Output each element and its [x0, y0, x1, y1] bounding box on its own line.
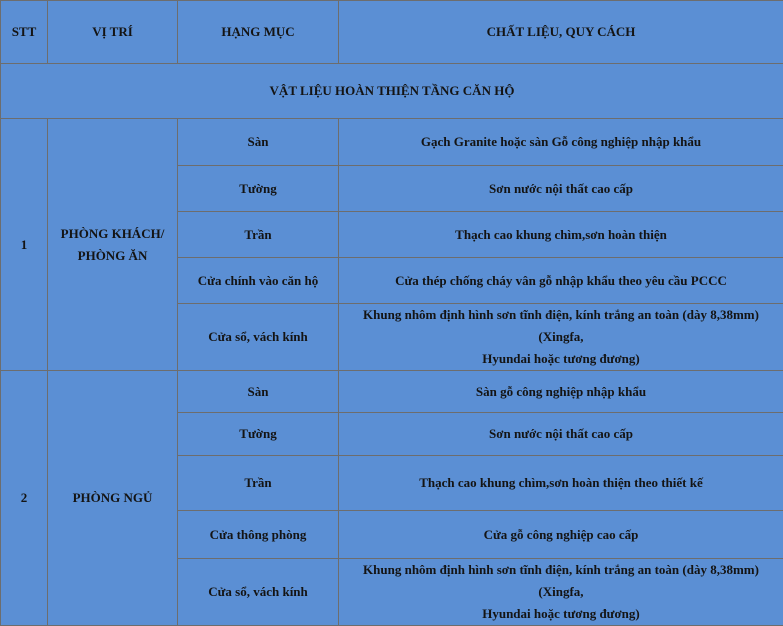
- group-location: PHÒNG NGỦ: [48, 371, 178, 626]
- spec-line: Khung nhôm định hình sơn tĩnh điện, kính trắng an toàn (dày 8,38mm) (Xingfa,: [363, 562, 759, 599]
- spec-cell: Cửa gỗ công nghiệp cao cấp: [339, 511, 783, 559]
- group-location: [48, 119, 178, 371]
- spec-cell: [339, 559, 783, 626]
- header-item: HẠNG MỤC: [178, 1, 339, 64]
- table-row: [1, 371, 783, 413]
- item-cell: Sàn: [178, 371, 339, 413]
- header-spec: CHẤT LIỆU, QUY CÁCH: [339, 1, 783, 64]
- item-cell: Trần: [178, 456, 339, 511]
- item-cell: Trần: [178, 212, 339, 258]
- section-title: VẬT LIỆU HOÀN THIỆN TẦNG CĂN HỘ: [1, 64, 783, 119]
- location-line: PHÒNG ĂN: [78, 248, 148, 263]
- spec-line: Hyundai hoặc tương đương): [482, 606, 640, 621]
- group-stt: 2: [1, 371, 48, 626]
- item-cell: Sàn: [178, 119, 339, 166]
- spec-cell: Cửa thép chống cháy vân gỗ nhập khẩu theo yêu cầu PCCC: [339, 258, 783, 304]
- spec-cell: Thạch cao khung chìm,sơn hoàn thiện: [339, 212, 783, 258]
- spec-cell: [339, 304, 783, 371]
- spec-cell: Gạch Granite hoặc sàn Gỗ công nghiệp nhập khẩu: [339, 119, 783, 166]
- spec-line: Hyundai hoặc tương đương): [482, 351, 640, 366]
- group-stt: 1: [1, 119, 48, 371]
- spec-cell: Sơn nước nội thất cao cấp: [339, 166, 783, 212]
- spec-line: Khung nhôm định hình sơn tĩnh điện, kính trắng an toàn (dày 8,38mm) (Xingfa,: [363, 307, 759, 344]
- spec-cell: Sàn gỗ công nghiệp nhập khẩu: [339, 371, 783, 413]
- item-cell: Cửa sổ, vách kính: [178, 559, 339, 626]
- table-row: [1, 119, 783, 166]
- location-line: PHÒNG KHÁCH/: [61, 226, 165, 241]
- item-cell: Cửa sổ, vách kính: [178, 304, 339, 371]
- header-row: [1, 1, 783, 64]
- item-cell: Tường: [178, 413, 339, 456]
- spec-cell: Sơn nước nội thất cao cấp: [339, 413, 783, 456]
- spec-cell: Thạch cao khung chìm,sơn hoàn thiện theo thiết kế: [339, 456, 783, 511]
- item-cell: Tường: [178, 166, 339, 212]
- header-stt: STT: [1, 1, 48, 64]
- item-cell: Cửa chính vào căn hộ: [178, 258, 339, 304]
- section-row: [1, 64, 783, 119]
- header-location: VỊ TRÍ: [48, 1, 178, 64]
- item-cell: Cửa thông phòng: [178, 511, 339, 559]
